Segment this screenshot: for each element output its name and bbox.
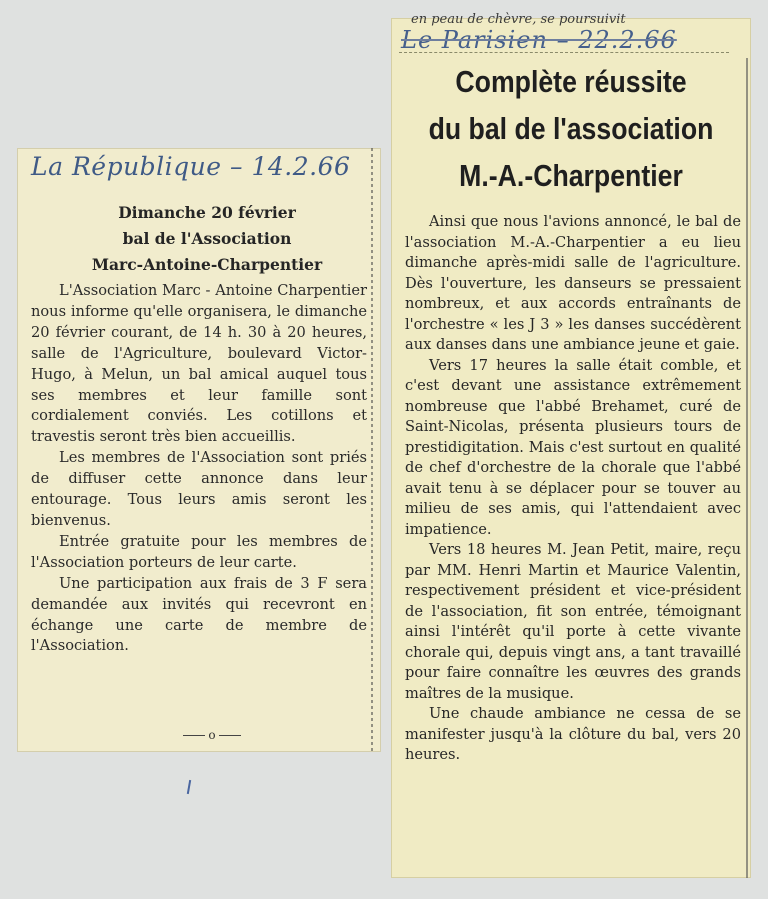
left-headline-line-2: bal de l'Association — [122, 229, 292, 248]
left-headline-line-1: Dimanche 20 février — [118, 203, 296, 222]
left-headline-line-3: Marc-Antoine-Charpentier — [91, 255, 323, 274]
left-paragraph-1: L'Association Marc - Antoine Charpentier nous informe qu'elle organisera, le dimanche 20 février courant, de 14 h. 30 à 20 heures, salle de l'Agriculture, boulevard Victor-Hugo, à Melun, un bal amical auquel tous ses membres et leur famille sont cordialement conviés. Les cotillons et travestis seront très bien accueillis. — [31, 282, 367, 446]
right-paragraph-1: Ainsi que nous l'avions annoncé, le bal de l'association M.-A.-Charpentier a eu lieu dimanche après-midi salle de l'agriculture. Dès l'ouverture, les danseurs se pressaient nombreux, et aux accords entraînants de l'orchestre « les J 3 » les danses succédèrent aux danses dans une ambiance jeune et gaie. — [405, 213, 741, 353]
right-paragraph-2: Vers 17 heures la salle était comble, et c'est devant une assistance extrêmement nombreuse que l'abbé Brehamet, curé de Saint-Nicolas, présenta plusieurs tours de prestidigitation. Mais c'est surtout en qualité de chef d'orchestre de la chorale que l'abbé avait tenu à se déplacer pour se touver au milieu de ses amis, qui l'attendaient avec impatience. — [405, 356, 741, 538]
left-article-body — [31, 281, 367, 657]
left-paragraph-2: Les membres de l'Association sont priés de diffuser cette annonce dans leur entourage. Tous leurs amis seront les bienvenus. — [31, 449, 367, 529]
left-handwritten-source-note: La République – 14.2.66 — [31, 152, 351, 181]
left-paragraph-4: Une participation aux frais de 3 F sera demandée aux invités qui recevront en échange une carte de membre de l'Association. — [31, 574, 367, 655]
left-newspaper-clipping — [17, 148, 381, 752]
left-article-separator — [167, 728, 257, 742]
left-paragraph-3: Entrée gratuite pour les membres de l'Association porteurs de leur carte. — [31, 532, 367, 571]
right-cut-off-text: en peau de chèvre, se poursuivit — [411, 12, 626, 27]
right-headline — [416, 58, 726, 199]
right-newspaper-clipping — [391, 12, 751, 878]
pen-mark — [187, 780, 191, 794]
right-headline-line-1: Complète réussite — [455, 64, 687, 99]
left-clipping-edge-rule — [371, 148, 373, 752]
separator-glyph: o — [208, 728, 216, 742]
right-handwritten-source-note: Le Parisien – 22.2.66 — [401, 26, 677, 54]
right-headline-line-3: M.-A.-Charpentier — [459, 158, 683, 193]
right-clipping-edge-rule — [746, 58, 748, 878]
right-paragraph-4: Une chaude ambiance ne cessa de se manifester jusqu'à la clôture du bal, vers 20 heures. — [405, 705, 741, 763]
right-article-body — [405, 212, 741, 766]
right-headline-line-2: du bal de l'association — [428, 111, 714, 146]
right-paragraph-3: Vers 18 heures M. Jean Petit, maire, reçu par MM. Henri Martin et Maurice Valentin, respectivement président et vice-président de l'association, fit son entrée, témoignant ainsi l'intérêt qu'il porte à cette vivante chorale qui, depuis vingt ans, a tant travaillé pour faire connaître les œuvres des grands maîtres de la musique. — [405, 541, 741, 702]
right-source-underline — [399, 52, 729, 53]
left-headline — [57, 200, 357, 278]
